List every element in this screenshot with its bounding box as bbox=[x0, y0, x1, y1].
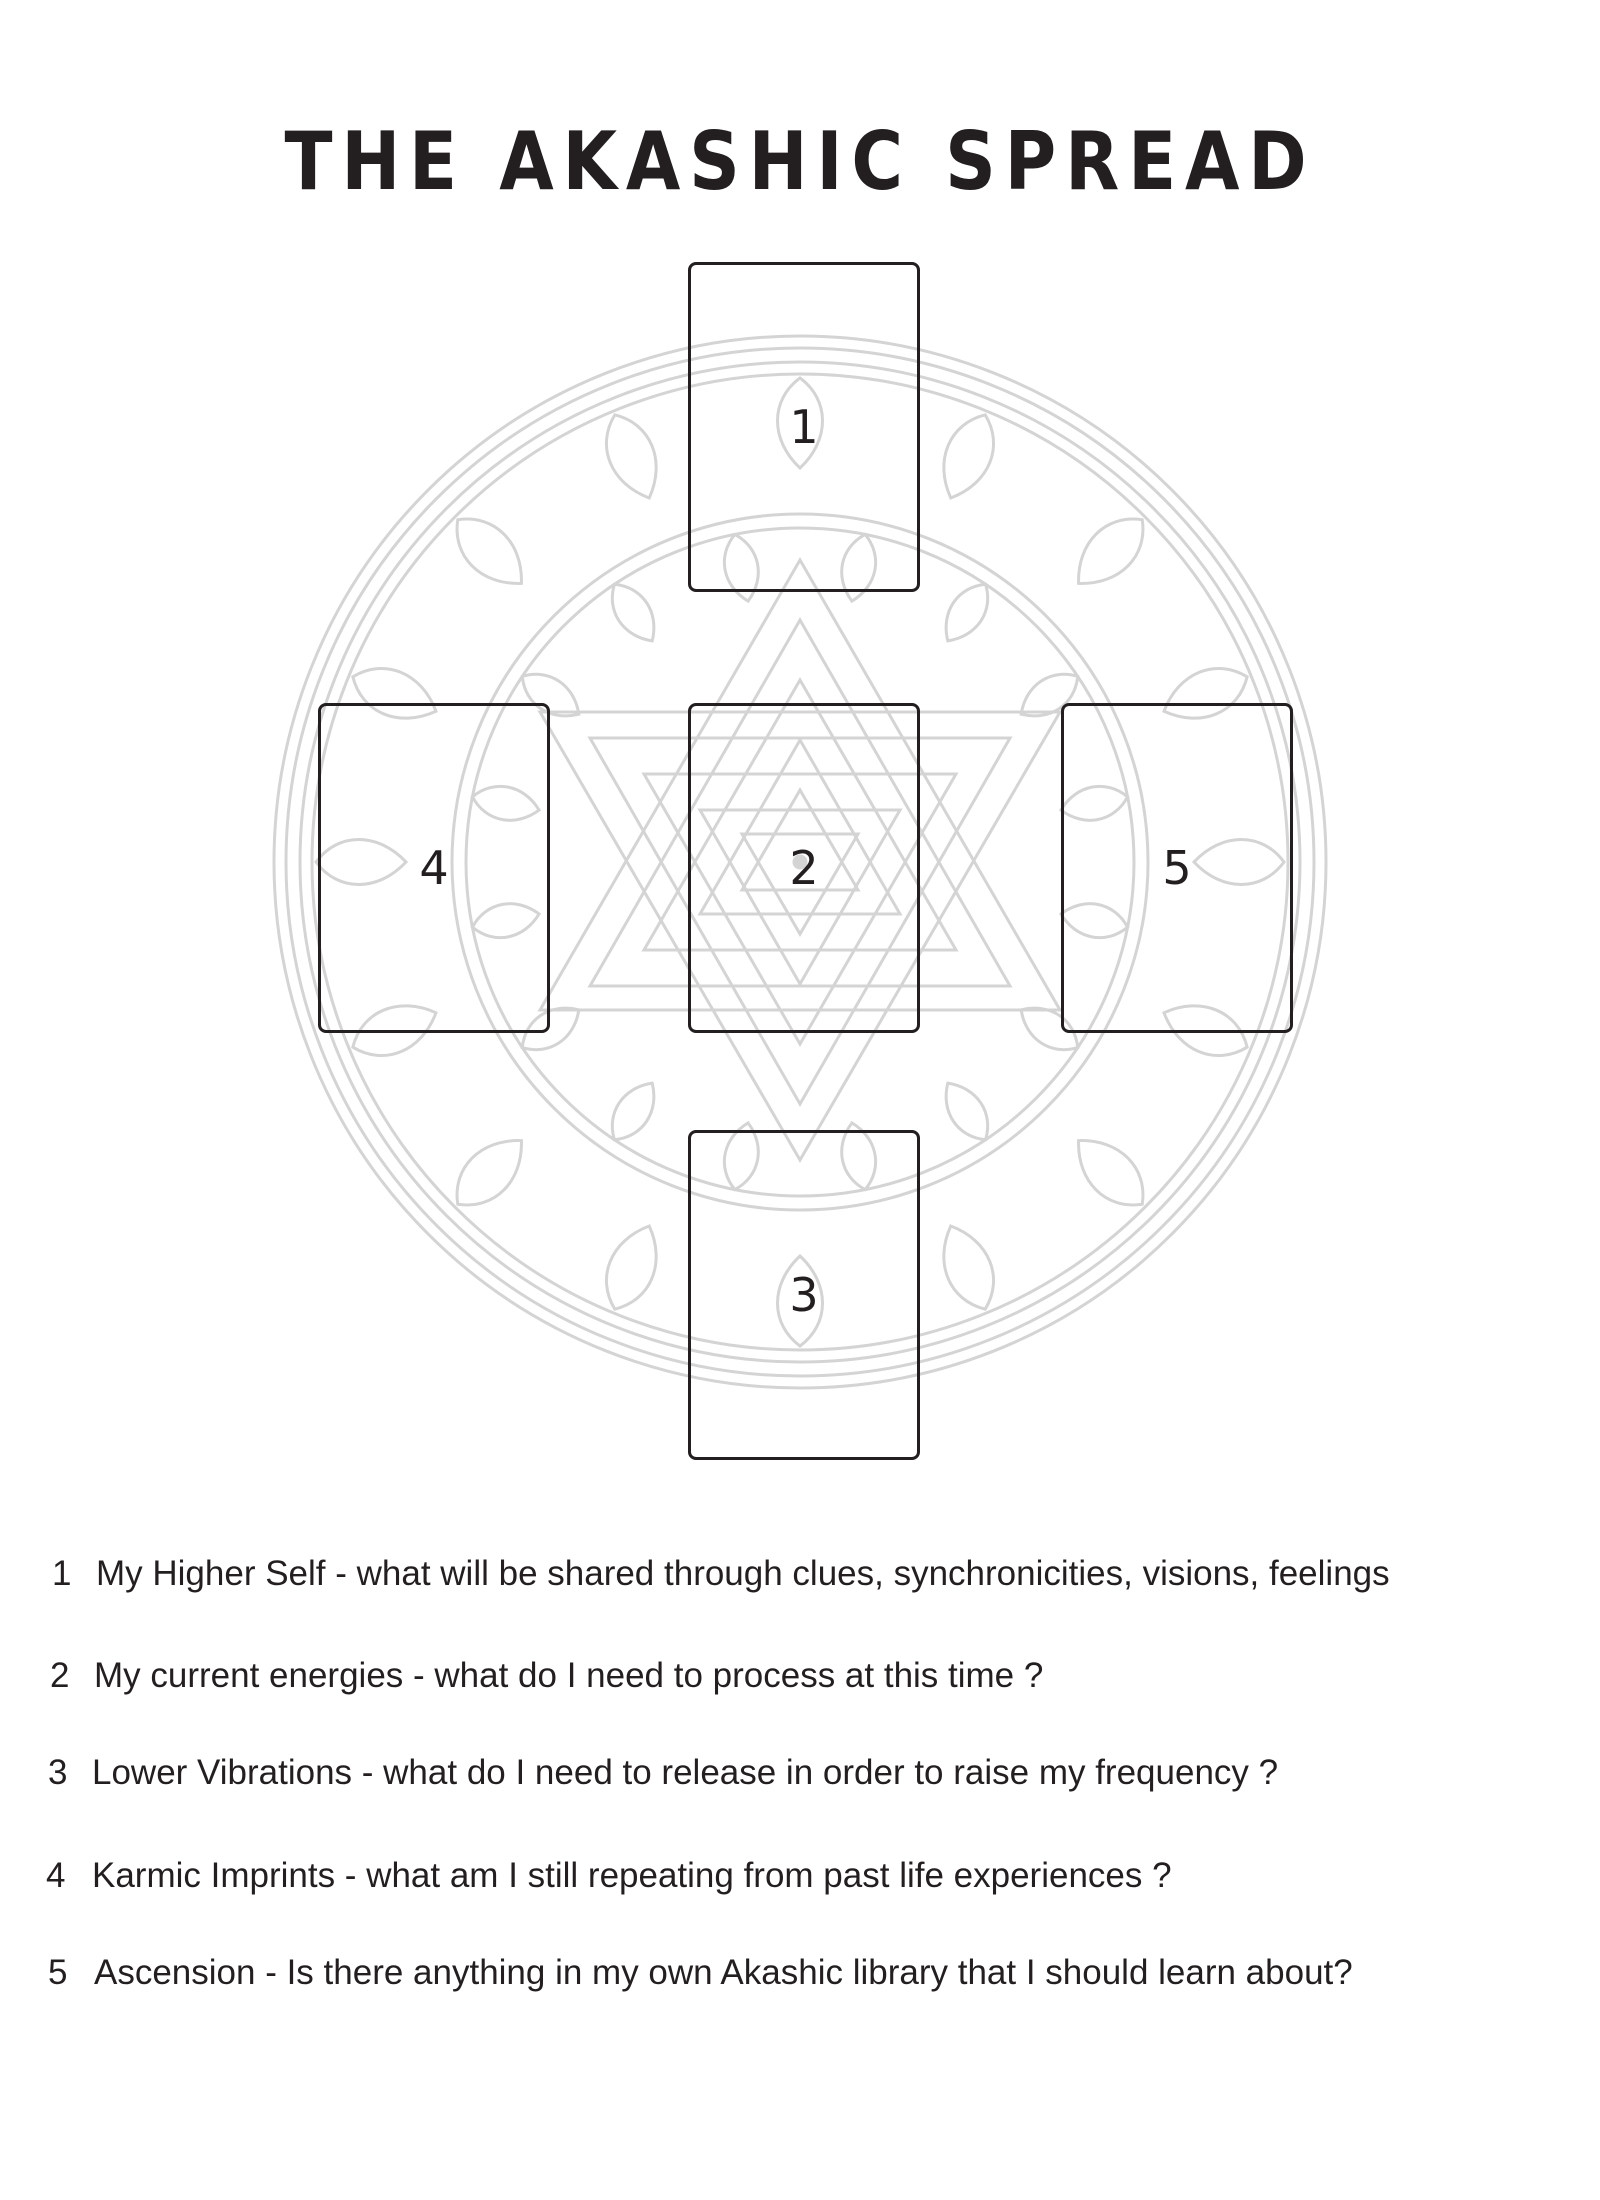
legend-item bbox=[52, 1556, 1390, 1591]
legend-text: Ascension - Is there anything in my own Akashic library that I should learn about? bbox=[94, 1953, 1353, 1992]
card-number: 4 bbox=[419, 841, 449, 895]
legend-number: 5 bbox=[48, 1953, 68, 1992]
legend-item bbox=[48, 1955, 1353, 1990]
card-number: 3 bbox=[789, 1268, 819, 1322]
page-title: THE AKASHIC SPREAD bbox=[284, 114, 1316, 208]
legend-text: Karmic Imprints - what am I still repeating from past life experiences ? bbox=[92, 1856, 1172, 1895]
legend-number: 3 bbox=[48, 1753, 68, 1792]
legend-text: My current energies - what do I need to process at this time ? bbox=[94, 1656, 1044, 1695]
legend-text: My Higher Self - what will be shared through clues, synchronicities, visions, feelings bbox=[96, 1554, 1390, 1593]
card-position-5[interactable] bbox=[1061, 703, 1293, 1033]
legend-number: 2 bbox=[50, 1656, 70, 1695]
legend-item bbox=[46, 1858, 1172, 1893]
card-position-3[interactable] bbox=[688, 1130, 920, 1460]
legend-item bbox=[48, 1755, 1278, 1790]
card-number: 5 bbox=[1162, 841, 1192, 895]
legend-item bbox=[50, 1658, 1043, 1693]
legend-number: 4 bbox=[46, 1856, 66, 1895]
card-position-2[interactable] bbox=[688, 703, 920, 1033]
card-number: 1 bbox=[789, 400, 819, 454]
legend-number: 1 bbox=[52, 1554, 72, 1593]
card-number: 2 bbox=[789, 841, 819, 895]
card-position-1[interactable] bbox=[688, 262, 920, 592]
legend-text: Lower Vibrations - what do I need to release in order to raise my frequency ? bbox=[92, 1753, 1279, 1792]
card-position-4[interactable] bbox=[318, 703, 550, 1033]
